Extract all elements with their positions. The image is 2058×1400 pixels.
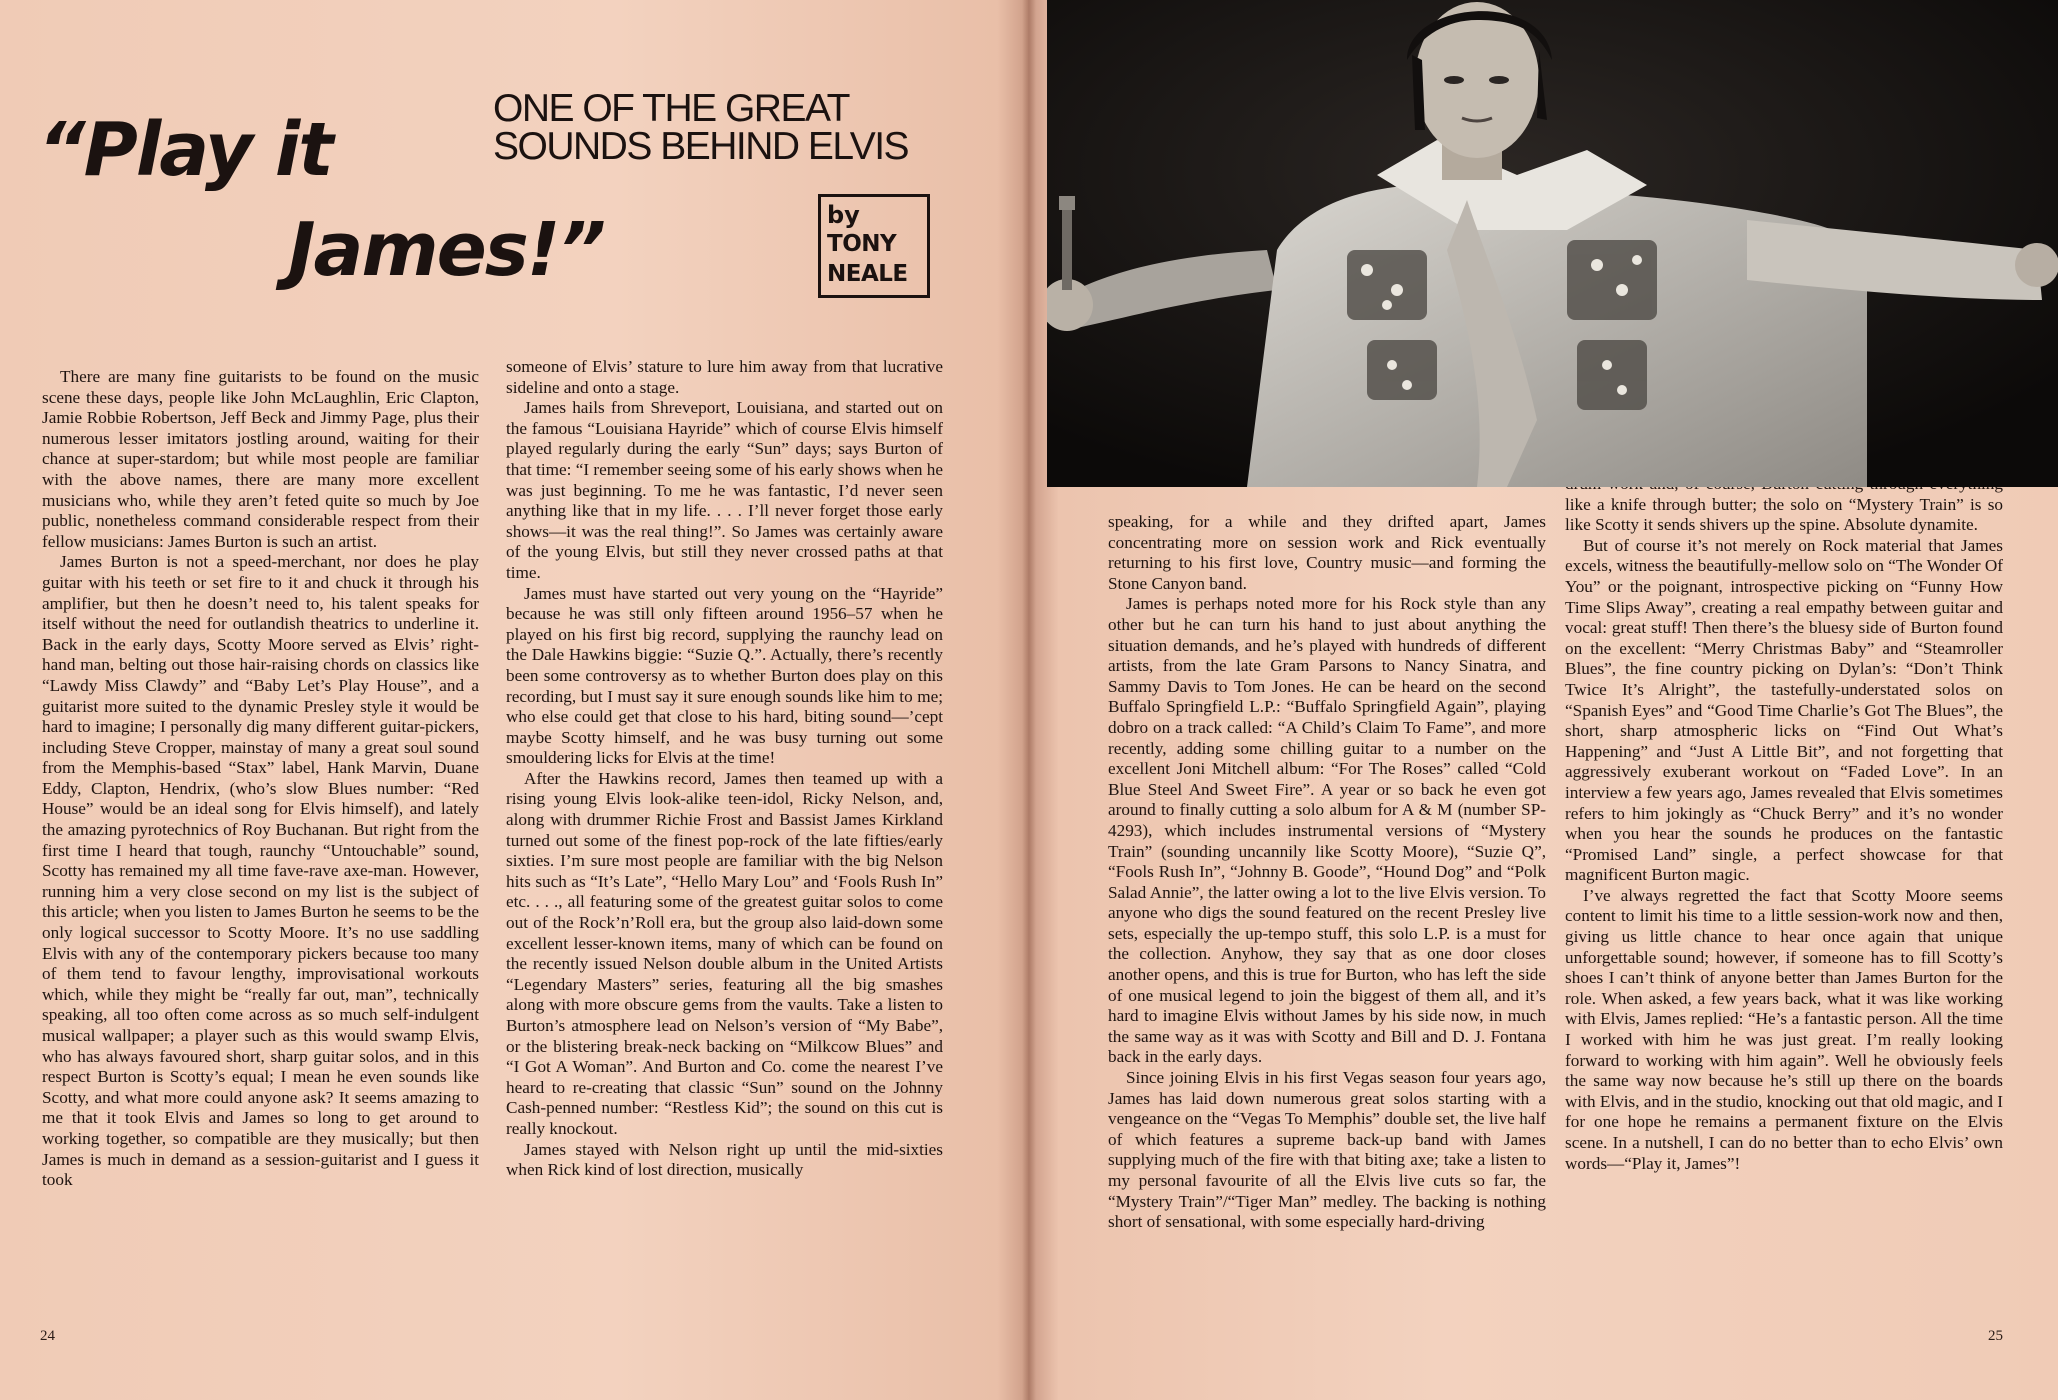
paragraph: Since joining Elvis in his first Vegas season four years ago, James has laid down numerous great solos starting with a vengeance on the “Vegas To Memphis” double set, the live half of which features a supreme back-up band with James supplying much of the fire with that biting axe; take a listen to my personal favourite of all the Elvis live cuts so far, the “Mystery Train”/“Tiger Man” medley. The backing is nothing short of sensational, with some especially hard-driving [1108,1068,1546,1232]
byline-last-name: NEALE [827,261,908,287]
page-number-right: 25 [1988,1328,2003,1344]
column-left-1 [42,367,479,1191]
paragraph: James stayed with Nelson right up until the mid-sixties when Rick kind of lost direction, musically [506,1139,943,1180]
column-left-2 [506,357,943,1181]
paragraph: There are many fine guitarists to be found on the music scene these days, people like John McLaughlin, Eric Clapton, Jamie Robbie Robertson, Jeff Beck and Jimmy Page, plus their numerous lesser imitators jostling around, waiting for their chance at super-stardom; but while most people are familiar with the above names, there are many more excellent musicians who, while they aren’t feted quite so much by Joe public, nonetheless command considerable respect from their fellow musicians: James Burton is such an artist. [42,367,479,551]
performer-photo [1047,0,2058,487]
spine-gutter [1022,0,1036,1400]
headline-line-1: “Play it [38,107,332,193]
byline-by: by [827,201,860,229]
paragraph: James is perhaps noted more for his Rock style than any other but he can turn his hand to just about anything the situation demands, and he’s played with hundreds of different artists, from the late Gram Parsons to Nancy Sinatra, and Sammy Davis to Tom Jones. He can be heard on the second Buffalo Springfield L.P.: “Buffalo Springfield Again”, playing dobro on a track called: “A Child’s Claim To Fame”, and more recently, adding some chilling guitar to a number on the excellent Joni Mitchell album: “For The Roses” called “Cold Blue Steel And Sweet Fire”. A year or so back he even got around to finally cutting a solo album for A & M (number SP-4293), which includes instrumental versions of “Mystery Train” (sounding uncannily like Scotty Moore), “Suzie Q”, “Fools Rush In”, “Johnny B. Goode”, “Hound Dog” and “Polk Salad Annie”, the latter owing a lot to the live Elvis version. To anyone who digs the sound featured on the recent Presley live sets, especially the up-tempo stuff, this solo L.P. is a must for the collection. Anyhow, they say that as one door closes another opens, and this is true for Burton, who has left the side of one musical legend to join the biggest of them all, and it’s hard to imagine Elvis without James by his side now, in much the same way as it was with Scotty and Bill and D. J. Fontana back in the early days. [1108,594,1546,1067]
performer-photo-icon [1047,0,2058,487]
paragraph: James Burton is not a speed-merchant, nor does he play guitar with his teeth or set fire to it and chuck it through his amplifier, but then he doesn’t need to, his talent speaks for itself without the need for outlandish theatrics to underline it. Back in the early days, Scotty Moore served as Elvis’ right-hand man, belting out those hair-raising chords on classics like “Lawdy Miss Clawdy” and “Baby Let’s Play House”, and a guitarist more suited to the dynamic Presley style it would be hard to imagine; I personally dig many different guitar-pickers, including Steve Cropper, mainstay of many a great soul sound from the Memphis-based “Stax” label, Hank Marvin, Duane Eddy, Clapton, Hendrix, (who’s slow Blues number: “Red House” would be an ideal song for Elvis himself), and lately the amazing pyrotechnics of Roy Buchanan. But right from the first time I heard that tough, raunchy “Untouchable” sound, Scotty has remained my all time fave-rave axe-man. However, running him a very close second on my list is the subject of this article; when you listen to James Burton he seems to be the only logical successor to Scotty Moore. It’s no use saddling Elvis with any of the contemporary pickers because too many of them tend to favour lengthy, improvisational workouts which, while they might be “really far out, man”, technically speaking, all too often come across as so much self-indulgent musical wallpaper; a player such as this would swamp Elvis, who has always favoured short, sharp guitar solos, and in this respect Burton is Scotty’s equal; I mean he even sounds like Scotty, and what more could anyone ask? It seems amazing to me that it took Elvis and James so long to get around to working together, so compatible are they musically; but then James is much in demand as a session-guitarist and I guess it took [42,552,479,1190]
paragraph: someone of Elvis’ stature to lure him away from that lucrative sideline and onto a stage. [506,357,943,397]
left-page [0,0,1028,1400]
page-number-left: 24 [40,1328,55,1344]
paragraph: James must have started out very young on the “Hayride” because he was still only fifteen around 1956–57 when he played on his first big record, supplying the raunchy lead on the Dale Hawkins biggie: “Suzie Q.”. Actually, there’s recently been some controversy as to whether Burton does play on this recording, but I must say it sure enough sounds like him to me; who else could get that close to his hard, biting sound—’cept maybe Scotty himself, and he was busy turning out some smouldering licks for Elvis at the time! [506,583,943,768]
paragraph: James hails from Shreveport, Louisiana, and started out on the famous “Louisiana Hayride” which of course Elvis himself played regularly during the early “Sun” days; says Burton of that time: “I remember seeing some of his early shows when he was just beginning. To me he was fantastic, I’d never seen anything like that in my life. . . . I’ll never forget those early shows—it was the real thing!”. So James was certainly aware of the young Elvis, but still they never crossed paths at that time. [506,398,943,582]
kicker-line-2: SOUNDS BEHIND ELVIS [493,125,909,168]
byline-first-name: TONY [827,231,897,257]
kicker-line-1: ONE OF THE GREAT [493,87,849,130]
kicker [493,87,953,168]
paragraph: After the Hawkins record, James then teamed up with a rising young Elvis look-alike teen-idol, Ricky Nelson, and, along with drummer Richie Frost and Bassist James Kirkland turned out some of the finest pop-rock of the late fifties/early sixties. I’m sure most people are familiar with the big Nelson hits such as “It’s Late”, “Hello Mary Lou” and ‘Fools Rush In” etc. . . ., all featuring some of the greatest guitar solos to come out of the Rock’n’Roll era, but the group also laid-down some excellent lesser-known items, many of which can be found on the recently issued Nelson double album in the United Artists “Legendary Masters” series, featuring all the big smashes along with more obscure gems from the vaults. Take a listen to Burton’s atmosphere lead on Nelson’s version of “My Babe”, or the blistering break-neck backing on “Milkcow Blues” and “I Got A Woman”. And Burton and Co. come the nearest I’ve heard to re-creating that classic “Sun” sound on the Johnny Cash-penned number: “Restless Kid”; the sound on this cut is really knockout. [506,768,943,1138]
paragraph: like a knife through butter; the solo on “Mystery Train” is so like Scotty it sends shivers up the spine. Absolute dynamite. [1565,494,2003,535]
headline-line-2: James!” [288,207,605,293]
byline-box [818,194,930,298]
column-right-2 [1565,474,2003,1174]
paragraph: But of course it’s not merely on Rock material that James excels, witness the beautifully-mellow solo on “The Wonder Of You” or the poignant, introspective picking on “Funny How Time Slips Away”, creating a real empathy between guitar and vocal: great stuff! Then there’s the bluesy side of Burton found on the excellent: “Merry Christmas Baby” and “Steamroller Blues”, the fine country picking on Dylan’s: “Don’t Think Twice It’s Alright”, the tastefully-understated solos on “Spanish Eyes” and “Good Time Charlie’s Got The Blues”, the short, sharp atmospheric licks on “Find Out What’s Happening” and “Just A Little Bit”, and not forgetting that aggressively exuberant workout on “Faded Love”. In an interview a few years ago, James revealed that Elvis sometimes refers to him jokingly as “Chuck Berry” and it’s no wonder when you hear the sounds he produces on the fantastic “Promised Land” single, a perfect showcase for that magnificent Burton magic. [1565,535,2003,885]
paragraph: speaking, for a while and they drifted apart, James concentrating more on session work and Rick eventually returning to his first love, Country music—and forming the Stone Canyon band. [1108,512,1546,593]
column-right-1 [1108,512,1546,1233]
paragraph: I’ve always regretted the fact that Scotty Moore seems content to limit his time to a little session-work now and then, giving us little chance to hear once again that unique unforgettable sound; however, if someone has to fill Scotty’s shoes I can’t think of anyone better than James Burton for the role. When asked, a few years back, what it was like working with Elvis, James replied: “He’s a fantastic person. All the time I worked with him he was just great. I’m really looking forward to working with him again”. Well he obviously feels the same way now because he’s still up there on the boards with Elvis, and in the studio, knocking out that old magic, and I for one hope he remains a permanent fixture on the Elvis scene. In a nutshell, I can do no better than to echo Elvis’ own words—“Play it, James”! [1565,885,2003,1173]
